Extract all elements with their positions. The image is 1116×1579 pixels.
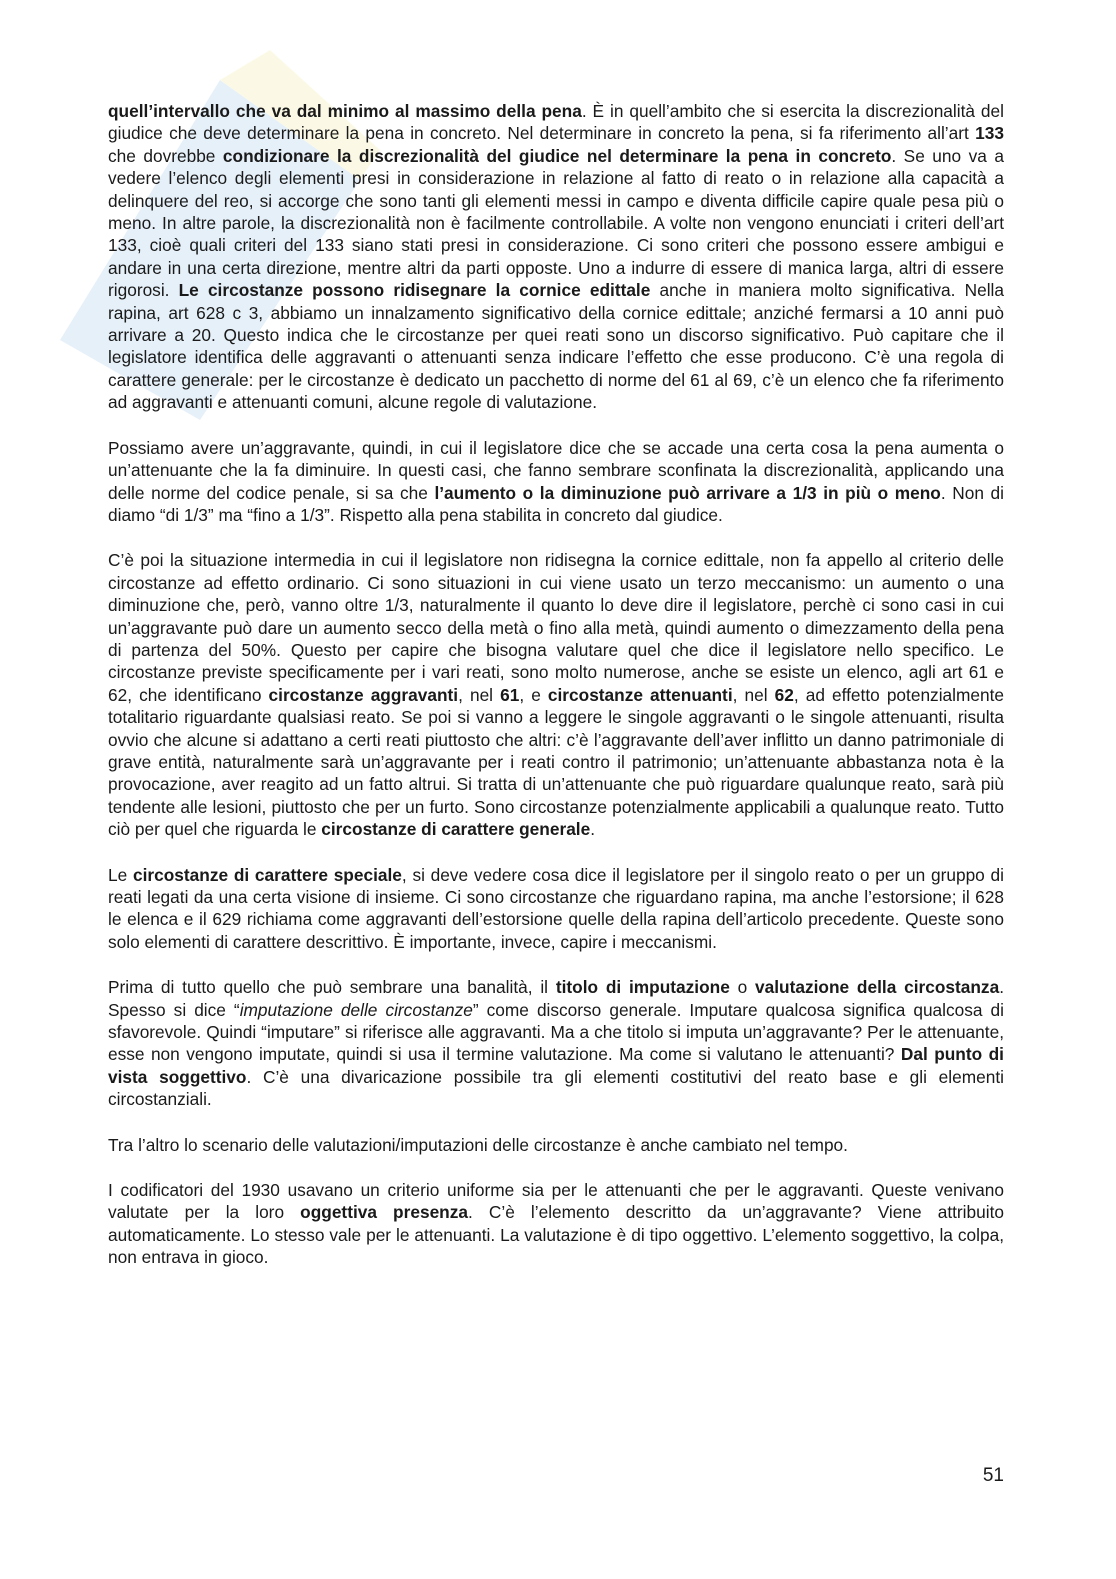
text-run: che dovrebbe xyxy=(108,145,223,166)
text-run: ” come discorso generale. Imputare qualcosa significa qualcosa di sfavorevole. Quindi “imputare” si riferisce alle aggravanti. Ma a che titolo si imputa un’aggravante? Per le attenuante, esse non vengono imputate, quindi si usa il termine valutazione. Ma come si valutano le attenuanti? xyxy=(108,999,1004,1065)
paragraph xyxy=(108,100,1004,414)
bold-text: valutazione della circostanza xyxy=(755,977,1000,998)
text-run: , si deve vedere cosa dice il legislatore per il singolo reato o per un gruppo di reati legati da una certa visione di insieme. Ci sono circostanze che riguardano rapina, ma anche l’estorsione; il 628 le elenca e il 629 richiama come aggravanti dell’estorsione quelle della rapina dell’articolo precedente. Queste sono solo elementi di carattere descrittivo. È importante, invece, capire i meccanismi. xyxy=(108,864,1004,952)
bold-text: Dal punto di vista soggettivo xyxy=(108,1044,1004,1087)
text-run: anche in maniera molto significativa. Nella rapina, art 628 c 3, abbiamo un innalzamento significativo della cornice edittale; anziché fermarsi a 10 anni può arrivare a 20. Questo indica che le circostanze per quei reati sono un discorso significativo. Può capitare che il legislatore identifica delle aggravanti o attenuanti senza indicare l’effetto che esse producono. C’è una regola di carattere generale: per le circostanze è dedicato un pacchetto di norme del 61 al 69, c’è un elenco che fa riferimento ad aggravanti e attenuanti comuni, alcune regole di valutazione. xyxy=(108,280,1005,413)
bold-text: 61 xyxy=(500,684,520,705)
paragraph xyxy=(108,437,1004,527)
bold-text: circostanze di carattere speciale xyxy=(132,864,402,885)
paragraph xyxy=(108,976,1004,1110)
text-run: , nel xyxy=(732,684,775,705)
text-run: Prima di tutto quello che può sembrare una banalità, il xyxy=(108,977,556,998)
document-page xyxy=(108,100,1004,1292)
text-run: . xyxy=(590,819,596,840)
paragraph xyxy=(108,1134,1004,1156)
text-run: . C’è l’elemento descritto da un’aggravante? Viene attribuito automaticamente. Lo stesso vale per le attenuanti. La valutazione è di tipo oggettivo. L’elemento soggettivo, la colpa, non entrava in gioco. xyxy=(108,1202,1004,1268)
bold-text: 62 xyxy=(774,684,794,705)
text-run: . C’è una divaricazione possibile tra gli elementi costitutivi del reato base e gli elementi circostanziali. xyxy=(108,1066,1004,1110)
paragraph xyxy=(108,1179,1004,1269)
paragraph xyxy=(108,549,1004,840)
text-run: o xyxy=(729,977,756,998)
text-run: C’è poi la situazione intermedia in cui il legislatore non ridisegna la cornice edittale, non fa appello al criterio delle circostanze ad effetto ordinario. Ci sono situazioni in cui viene usato un terzo meccanismo: un aumento o una diminuzione che, però, vanno oltre 1/3, naturalmente il quanto lo deve dire il legislatore, perchè ci sono casi in cui un’aggravante può dare un aumento secco della metà o fino alla metà, quindi aumento o dimezzamento della pena di partenza del 50%. Questo per capire che bisogna valutare quel che dice il legislatore nello specifico. Le circostanze previste specificamente per i vari reati, sono molto numerose, anche se esiste un elenco, agli art 61 e 62, che identificano xyxy=(108,550,1004,705)
text-run: Tra l’altro lo scenario delle valutazioni/imputazioni delle circostanze è anche cambiato nel tempo. xyxy=(108,1134,848,1155)
bold-text: 133 xyxy=(975,123,1004,144)
bold-text: titolo di imputazione xyxy=(555,977,730,998)
bold-text: condizionare la discrezionalità del giudice nel determinare la pena in concreto xyxy=(222,145,892,166)
text-run: , e xyxy=(519,684,548,705)
text-run: Le xyxy=(108,864,133,885)
text-run: . Non di diamo “di 1/3” ma “fino a 1/3”. Rispetto alla pena stabilita in concreto dal giudice. xyxy=(108,482,1004,525)
bold-text: l’aumento o la diminuzione può arrivare a 1/3 in più o meno xyxy=(434,482,941,503)
paragraph xyxy=(108,864,1004,954)
text-run: , nel xyxy=(458,684,501,705)
bold-text: circostanze aggravanti xyxy=(268,684,459,705)
text-run: , ad effetto potenzialmente totalitario riguardante qualsiasi reato. Se poi si vanno a leggere le singole aggravanti o le singole attenuanti, risulta ovvio che alcune si adattano a certi reati piuttosto che altri: c’è l’aggravante dell’aver inflitto un danno patrimoniale di grave entità, naturalmente sarà un’aggravante per i reati contro il patrimonio; un’attenuante abbastanza nota è la provocazione, aver reagito ad un fatto altrui. Si tratta di un’attenuante che può riguardare qualunque reato, sarà più tendente alle lesioni, piuttosto che per un furto. Sono circostanze potenzialmente applicabili a qualunque reato. Tutto ciò per quel che riguarda le xyxy=(108,684,1005,840)
text-run: I codificatori del 1930 usavano un criterio uniforme sia per le attenuanti che per le aggravanti. Queste venivano valutate per la loro xyxy=(108,1180,1004,1223)
text-run: Possiamo avere un’aggravante, quindi, in cui il legislatore dice che se accade una certa cosa la pena aumenta o un’attenuante che la fa diminuire. In questi casi, che fanno sembrare sconfinata la discrezionalità, applicando una delle norme del codice penale, si sa che xyxy=(108,437,1004,503)
bold-text: circostanze di carattere generale xyxy=(321,819,591,840)
text-run: . È in quell’ambito che si esercita la discrezionalità del giudice che deve determinare la pena in concreto. Nel determinare in concreto la pena, si fa riferimento all’art xyxy=(108,101,1004,144)
page-number: 51 xyxy=(982,1465,1004,1486)
text-run: . Spesso si dice “ xyxy=(108,977,1004,1020)
bold-text: Le circostanze possono ridisegnare la cornice edittale xyxy=(178,280,651,301)
italic-text: imputazione delle circostanze xyxy=(239,999,473,1020)
bold-text: quell’intervallo che va dal minimo al massimo della pena xyxy=(108,101,582,121)
bold-text: oggettiva presenza xyxy=(300,1202,468,1223)
bold-text: circostanze attenuanti xyxy=(547,684,733,705)
text-run: . Se uno va a vedere l’elenco degli elementi presi in considerazione in relazione al fatto di reato o in relazione alla capacità a delinquere del reo, si accorge che sono tanti gli elementi messi in campo e diventa difficile capire quale pesa più o meno. In altre parole, la discrezionalità non è facilmente controllabile. A volte non vengono enunciati i criteri dell’art 133, cioè quali criteri del 133 siano stati presi in considerazione. Ci sono criteri che possono essere ambigui e andare in una certa direzione, mentre altri da parti opposte. Uno a indurre di essere di manica larga, altri di essere rigorosi. xyxy=(108,145,1004,301)
